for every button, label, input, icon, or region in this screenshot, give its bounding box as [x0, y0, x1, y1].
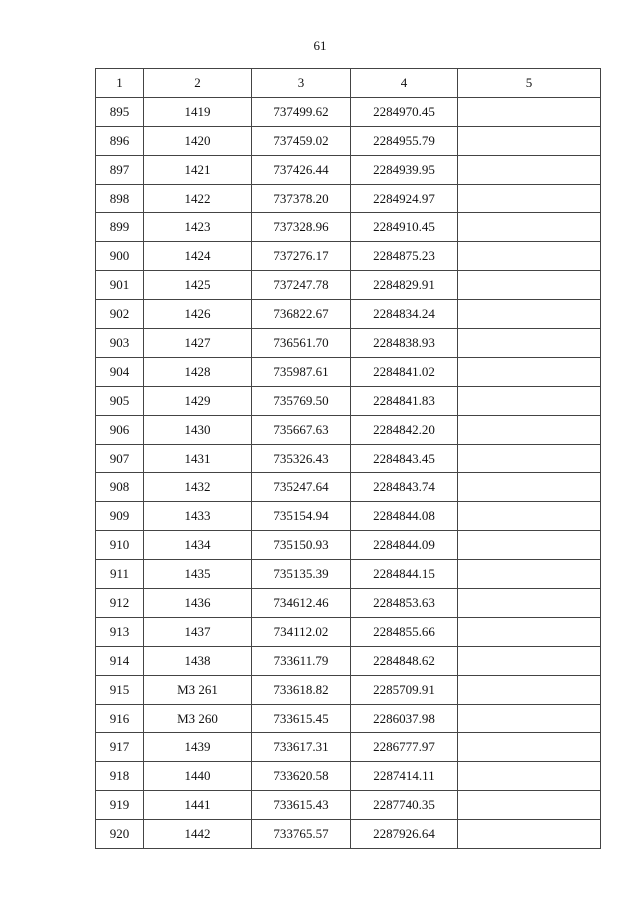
x-coordinate-cell: 735135.39 [252, 560, 351, 589]
point-id-cell: МЗ 260 [144, 704, 252, 733]
row-number-cell: 897 [96, 155, 144, 184]
point-id-cell: 1433 [144, 502, 252, 531]
table-row [96, 531, 601, 560]
table-row [96, 242, 601, 271]
row-number-cell: 920 [96, 820, 144, 849]
point-id-cell: 1440 [144, 762, 252, 791]
point-id-cell: 1432 [144, 473, 252, 502]
row-number-cell: 906 [96, 415, 144, 444]
note-cell [458, 329, 601, 358]
table-row [96, 473, 601, 502]
row-number-cell: 905 [96, 386, 144, 415]
x-coordinate-cell: 737328.96 [252, 213, 351, 242]
table-row [96, 386, 601, 415]
y-coordinate-cell: 2284843.74 [351, 473, 458, 502]
note-cell [458, 415, 601, 444]
y-coordinate-cell: 2284875.23 [351, 242, 458, 271]
x-coordinate-cell: 735769.50 [252, 386, 351, 415]
point-id-cell: 1431 [144, 444, 252, 473]
point-id-cell: 1419 [144, 97, 252, 126]
column-header-5: 5 [458, 69, 601, 98]
point-id-cell: 1425 [144, 271, 252, 300]
x-coordinate-cell: 733615.43 [252, 791, 351, 820]
row-number-cell: 910 [96, 531, 144, 560]
column-header-1: 1 [96, 69, 144, 98]
note-cell [458, 560, 601, 589]
row-number-cell: 912 [96, 589, 144, 618]
x-coordinate-cell: 733765.57 [252, 820, 351, 849]
note-cell [458, 97, 601, 126]
y-coordinate-cell: 2284848.62 [351, 646, 458, 675]
x-coordinate-cell: 736561.70 [252, 329, 351, 358]
table-row [96, 184, 601, 213]
table-row [96, 675, 601, 704]
point-id-cell: 1442 [144, 820, 252, 849]
row-number-cell: 908 [96, 473, 144, 502]
row-number-cell: 918 [96, 762, 144, 791]
table-row [96, 733, 601, 762]
x-coordinate-cell: 735154.94 [252, 502, 351, 531]
point-id-cell: 1428 [144, 357, 252, 386]
page-number: 61 [313, 38, 327, 53]
y-coordinate-cell: 2284841.83 [351, 386, 458, 415]
point-id-cell: 1422 [144, 184, 252, 213]
point-id-cell: 1437 [144, 617, 252, 646]
x-coordinate-cell: 733615.45 [252, 704, 351, 733]
table-row [96, 155, 601, 184]
y-coordinate-cell: 2285709.91 [351, 675, 458, 704]
note-cell [458, 213, 601, 242]
y-coordinate-cell: 2287414.11 [351, 762, 458, 791]
note-cell [458, 733, 601, 762]
x-coordinate-cell: 734112.02 [252, 617, 351, 646]
column-header-4: 4 [351, 69, 458, 98]
y-coordinate-cell: 2284855.66 [351, 617, 458, 646]
note-cell [458, 675, 601, 704]
x-coordinate-cell: 735247.64 [252, 473, 351, 502]
note-cell [458, 531, 601, 560]
y-coordinate-cell: 2284853.63 [351, 589, 458, 618]
note-cell [458, 502, 601, 531]
table-row [96, 415, 601, 444]
table-row [96, 704, 601, 733]
point-id-cell: 1426 [144, 300, 252, 329]
y-coordinate-cell: 2287740.35 [351, 791, 458, 820]
row-number-cell: 915 [96, 675, 144, 704]
note-cell [458, 184, 601, 213]
x-coordinate-cell: 737378.20 [252, 184, 351, 213]
table-row [96, 329, 601, 358]
y-coordinate-cell: 2284841.02 [351, 357, 458, 386]
row-number-cell: 919 [96, 791, 144, 820]
row-number-cell: 917 [96, 733, 144, 762]
coordinates-table [95, 68, 601, 849]
note-cell [458, 242, 601, 271]
y-coordinate-cell: 2284910.45 [351, 213, 458, 242]
y-coordinate-cell: 2284844.09 [351, 531, 458, 560]
point-id-cell: 1438 [144, 646, 252, 675]
x-coordinate-cell: 735987.61 [252, 357, 351, 386]
y-coordinate-cell: 2284970.45 [351, 97, 458, 126]
point-id-cell: 1436 [144, 589, 252, 618]
note-cell [458, 357, 601, 386]
y-coordinate-cell: 2287926.64 [351, 820, 458, 849]
row-number-cell: 904 [96, 357, 144, 386]
row-number-cell: 909 [96, 502, 144, 531]
table-row [96, 300, 601, 329]
table-row [96, 791, 601, 820]
point-id-cell: 1423 [144, 213, 252, 242]
y-coordinate-cell: 2284955.79 [351, 126, 458, 155]
table-row [96, 271, 601, 300]
row-number-cell: 896 [96, 126, 144, 155]
x-coordinate-cell: 734612.46 [252, 589, 351, 618]
point-id-cell: 1435 [144, 560, 252, 589]
row-number-cell: 899 [96, 213, 144, 242]
x-coordinate-cell: 735150.93 [252, 531, 351, 560]
table-row [96, 589, 601, 618]
y-coordinate-cell: 2284844.15 [351, 560, 458, 589]
column-header-2: 2 [144, 69, 252, 98]
table-row [96, 820, 601, 849]
row-number-cell: 901 [96, 271, 144, 300]
note-cell [458, 589, 601, 618]
row-number-cell: 911 [96, 560, 144, 589]
x-coordinate-cell: 737499.62 [252, 97, 351, 126]
row-number-cell: 902 [96, 300, 144, 329]
row-number-cell: 913 [96, 617, 144, 646]
table-row [96, 213, 601, 242]
y-coordinate-cell: 2284829.91 [351, 271, 458, 300]
x-coordinate-cell: 735326.43 [252, 444, 351, 473]
y-coordinate-cell: 2286037.98 [351, 704, 458, 733]
note-cell [458, 473, 601, 502]
point-id-cell: 1439 [144, 733, 252, 762]
row-number-cell: 916 [96, 704, 144, 733]
x-coordinate-cell: 733620.58 [252, 762, 351, 791]
note-cell [458, 646, 601, 675]
note-cell [458, 300, 601, 329]
y-coordinate-cell: 2284834.24 [351, 300, 458, 329]
point-id-cell: МЗ 261 [144, 675, 252, 704]
note-cell [458, 386, 601, 415]
note-cell [458, 820, 601, 849]
y-coordinate-cell: 2284843.45 [351, 444, 458, 473]
note-cell [458, 617, 601, 646]
x-coordinate-cell: 736822.67 [252, 300, 351, 329]
table-row [96, 762, 601, 791]
note-cell [458, 762, 601, 791]
point-id-cell: 1429 [144, 386, 252, 415]
note-cell [458, 791, 601, 820]
point-id-cell: 1427 [144, 329, 252, 358]
x-coordinate-cell: 737247.78 [252, 271, 351, 300]
x-coordinate-cell: 733611.79 [252, 646, 351, 675]
row-number-cell: 903 [96, 329, 144, 358]
table-row [96, 126, 601, 155]
x-coordinate-cell: 733617.31 [252, 733, 351, 762]
point-id-cell: 1430 [144, 415, 252, 444]
note-cell [458, 126, 601, 155]
row-number-cell: 898 [96, 184, 144, 213]
y-coordinate-cell: 2284844.08 [351, 502, 458, 531]
table-row [96, 617, 601, 646]
x-coordinate-cell: 735667.63 [252, 415, 351, 444]
note-cell [458, 704, 601, 733]
table-row [96, 646, 601, 675]
row-number-cell: 914 [96, 646, 144, 675]
row-number-cell: 907 [96, 444, 144, 473]
table-row [96, 560, 601, 589]
point-id-cell: 1420 [144, 126, 252, 155]
point-id-cell: 1441 [144, 791, 252, 820]
column-header-3: 3 [252, 69, 351, 98]
x-coordinate-cell: 737459.02 [252, 126, 351, 155]
y-coordinate-cell: 2284842.20 [351, 415, 458, 444]
point-id-cell: 1424 [144, 242, 252, 271]
point-id-cell: 1434 [144, 531, 252, 560]
row-number-cell: 895 [96, 97, 144, 126]
note-cell [458, 155, 601, 184]
table-row [96, 97, 601, 126]
table-row [96, 502, 601, 531]
note-cell [458, 271, 601, 300]
y-coordinate-cell: 2284838.93 [351, 329, 458, 358]
note-cell [458, 444, 601, 473]
y-coordinate-cell: 2284939.95 [351, 155, 458, 184]
y-coordinate-cell: 2286777.97 [351, 733, 458, 762]
table-body [96, 97, 601, 848]
point-id-cell: 1421 [144, 155, 252, 184]
x-coordinate-cell: 737426.44 [252, 155, 351, 184]
table-row [96, 444, 601, 473]
x-coordinate-cell: 733618.82 [252, 675, 351, 704]
table-row [96, 357, 601, 386]
x-coordinate-cell: 737276.17 [252, 242, 351, 271]
row-number-cell: 900 [96, 242, 144, 271]
table-header-row [96, 69, 601, 98]
y-coordinate-cell: 2284924.97 [351, 184, 458, 213]
